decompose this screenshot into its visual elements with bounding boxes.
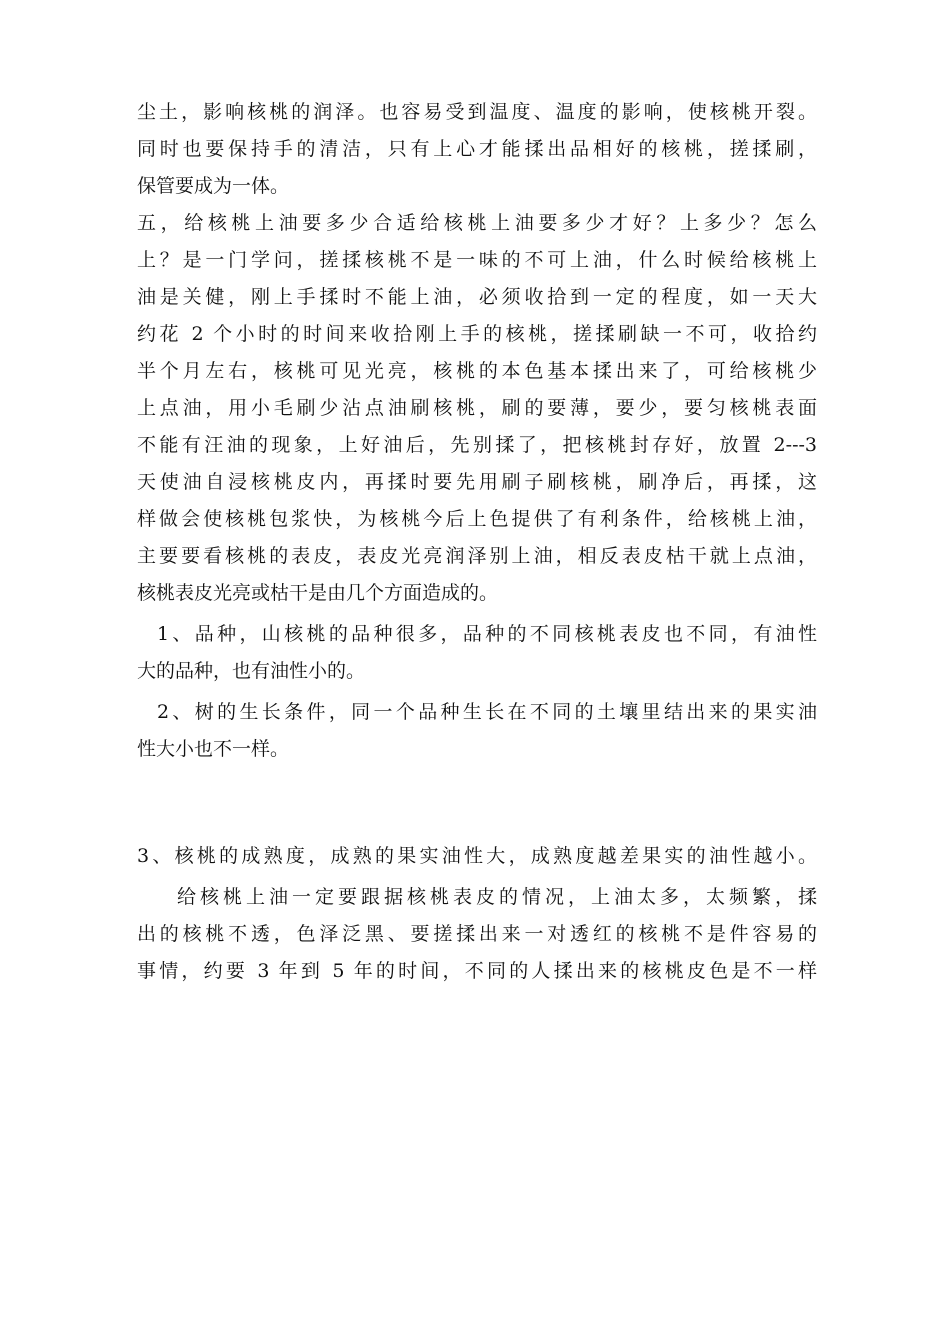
text-line: 半个月左右，核桃可见光亮，核桃的本色基本揉出来了，可给核桃少 [137, 360, 817, 382]
text-line: 油是关健，刚上手揉时不能上油，必须收拾到一定的程度，如一天大 [137, 286, 817, 308]
text-line: 大的品种，也有油性小的。 [137, 660, 366, 682]
text-line: 事情，约要 3 年到 5 年的时间，不同的人揉出来的核桃皮色是不一样 [137, 960, 817, 982]
text-line: 同时也要保持手的清洁，只有上心才能揉出品相好的核桃，搓揉刷， [137, 138, 817, 160]
text-line: 给核桃上油一定要跟据核桃表皮的情况，上油太多，太频繁，揉 [177, 886, 817, 908]
text-line: 2、树的生长条件，同一个品种生长在不同的土壤里结出来的果实油 [157, 701, 817, 723]
body-text [137, 94, 817, 990]
text-line: 3、核桃的成熟度，成熟的果实油性大，成熟度越差果实的油性越小。 [137, 845, 817, 867]
text-line: 保管要成为一体。 [137, 175, 290, 197]
text-line: 上点油，用小毛刷少沾点油刷核桃，刷的要薄，要少，要匀核桃表面 [137, 397, 817, 419]
text-line: 出的核桃不透，色泽泛黑、要搓揉出来一对透红的核桃不是件容易的 [137, 923, 817, 945]
text-line: 五，给核桃上油要多少合适给核桃上油要多少才好？上多少？怎么 [137, 212, 817, 234]
text-line: 不能有汪油的现象，上好油后，先别揉了，把核桃封存好，放置 2---3 [137, 434, 817, 456]
text-line: 核桃表皮光亮或枯干是由几个方面造成的。 [137, 582, 499, 604]
text-line: 尘土，影响核桃的润泽。也容易受到温度、温度的影响，使核桃开裂。 [137, 101, 817, 123]
text-line: 天使油自浸核桃皮内，再揉时要先用刷子刷核桃，刷净后，再揉，这 [137, 471, 817, 493]
text-line: 上？是一门学问，搓揉核桃不是一味的不可上油，什么时候给核桃上 [137, 249, 817, 271]
text-line: 主要要看核桃的表皮，表皮光亮润泽别上油，相反表皮枯干就上点油， [137, 545, 817, 567]
text-line: 样做会使核桃包浆快，为核桃今后上色提供了有利条件，给核桃上油， [137, 508, 817, 530]
text-line: 约花 2 个小时的时间来收拾刚上手的核桃，搓揉刷缺一不可，收拾约 [137, 323, 817, 345]
text-line: 性大小也不一样。 [137, 738, 290, 760]
text-line: 1、品种，山核桃的品种很多，品种的不同核桃表皮也不同，有油性 [157, 623, 817, 645]
